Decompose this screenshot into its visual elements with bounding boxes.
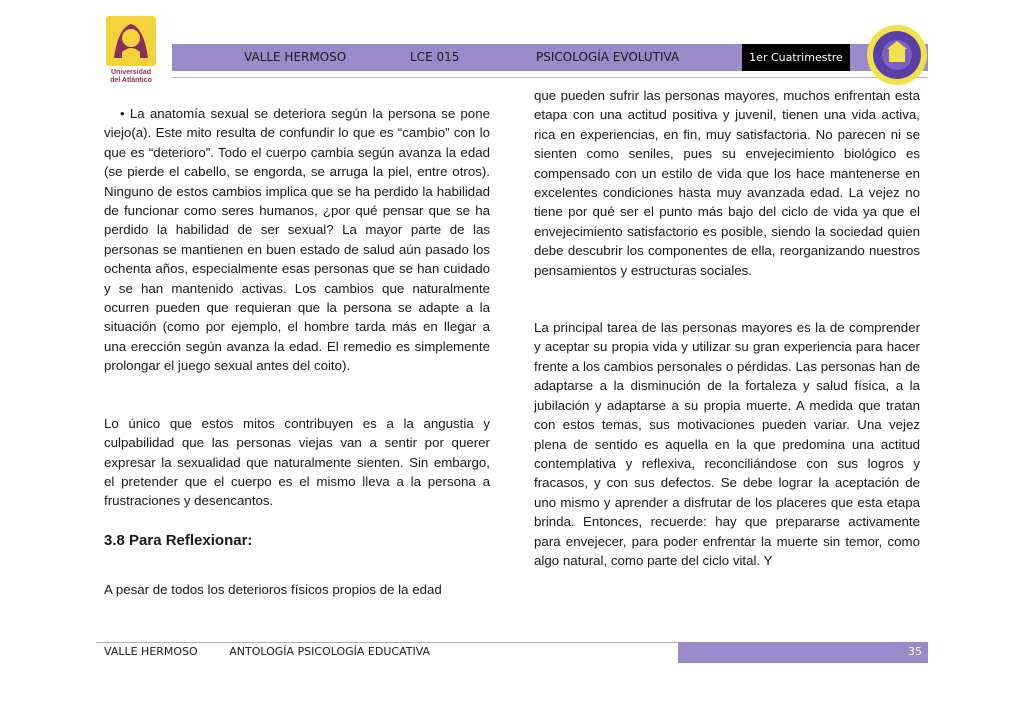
paragraph-reflection-start: A pesar de todos los deterioros físicos propios de la edad <box>104 582 442 598</box>
university-logo <box>104 14 158 86</box>
header-term: 1er Cuatrimestre <box>742 44 850 71</box>
svg-text:Universidad: Universidad <box>110 69 152 76</box>
right-column <box>534 86 920 570</box>
footer-text <box>104 645 458 658</box>
footer-bar <box>678 642 928 663</box>
footer-school: VALLE HERMOSO <box>104 645 198 658</box>
header-subject: PSICOLOGÍA EVOLUTIVA <box>536 50 680 64</box>
paragraph-main-task: La principal tarea de las personas mayores es la de comprender y aceptar su propia vida y utilizar su gran experiencia para hacer frente a los cambios personales o pérdidas. Las personas han de adaptarse a la disminución de la fortaleza y salud física, a la jubilación y adaptarse a su propia muerte. A medida que tratan con estos temas, sus motivaciones pueden variar. Una vejez plena de sentido es aquella en la que predomina una actitud contemplativa y reflexiva, reconciliándose con sus logros y fracasos, y con sus defectos. Se debe lograr la aceptación de uno mismo y aprender a disfrutar de los placeres que esta etapa brinda. Entonces, recuerde: hay que prepararse activamente para envejecer, para poder enfrentar la muerte sin temor, como algo natural, como parte del ciclo vital. Y <box>534 320 920 568</box>
page-number: 35 <box>908 645 922 658</box>
footer-title: ANTOLOGÍA PSICOLOGÍA EDUCATIVA <box>229 645 431 658</box>
paragraph-myth-anatomy: • La anatomía sexual se deteriora según la persona se pone viejo(a). Este mito resulta de confundir lo que es “cambio” con lo que es “deterioro”. Todo el cuerpo cambia según avanza la edad (se pierde el cabello, se engorda, se arruga la piel, entre otros). Ninguno de estos cambios implica que se ha perdido la habilidad de funcionar como seres humanos, ¿por qué pensar que se ha perdido la habilidad de ser sexual? La mayor parte de las personas se mantienen en buen estado de salud aún pasado los ochenta años, especialmente esas personas que se han cuidado y se han mantenido activas. Los cambios que naturalmente ocurren pueden que requieran que la persona se adapte a la situación (como por ejemplo, el hombre tarda más en llegar a una erección según avanza la edad. El remedio es simplemente prolongar el juego sexual antes del coito). <box>104 106 490 374</box>
left-column <box>104 86 490 600</box>
section-heading: 3.8 Para Reflexionar: <box>104 531 253 549</box>
paragraph-positive-aging: que pueden sufrir las personas mayores, muchos enfrentan esta etapa con una actitud positiva y juvenil, tienen una vida activa, rica en experiencias, en fin, muy satisfactoria. No parecen ni se sienten como seniles, pues su envejecimiento biológico es compensado con un estilo de vida que los hace mantenerse en excelentes condiciones hasta muy avanzada edad. La vejez no tiene por qué ser el punto más bajo del ciclo de vida ya que el envejecimiento satisfactorio es posible, siendo la sociedad quien debe descubrir los componentes de ella, reorganizando nuestros pensamientos y estructuras sociales. <box>534 88 920 278</box>
header-school: VALLE HERMOSO <box>244 50 347 64</box>
svg-text:del Atlántico: del Atlántico <box>110 77 152 84</box>
school-seal-logo <box>866 24 928 86</box>
header-divider <box>172 77 928 78</box>
header-code: LCE 015 <box>410 50 460 64</box>
paragraph-myths-conclusion: Lo único que estos mitos contribuyen es a la angustia y culpabilidad que las personas viejas van a sentir por querer expresar la sexualidad que naturalmente sienten. Sin embargo, el pretender que el cuerpo es el mismo lleva a la persona a frustraciones y desencantos. <box>104 415 490 509</box>
